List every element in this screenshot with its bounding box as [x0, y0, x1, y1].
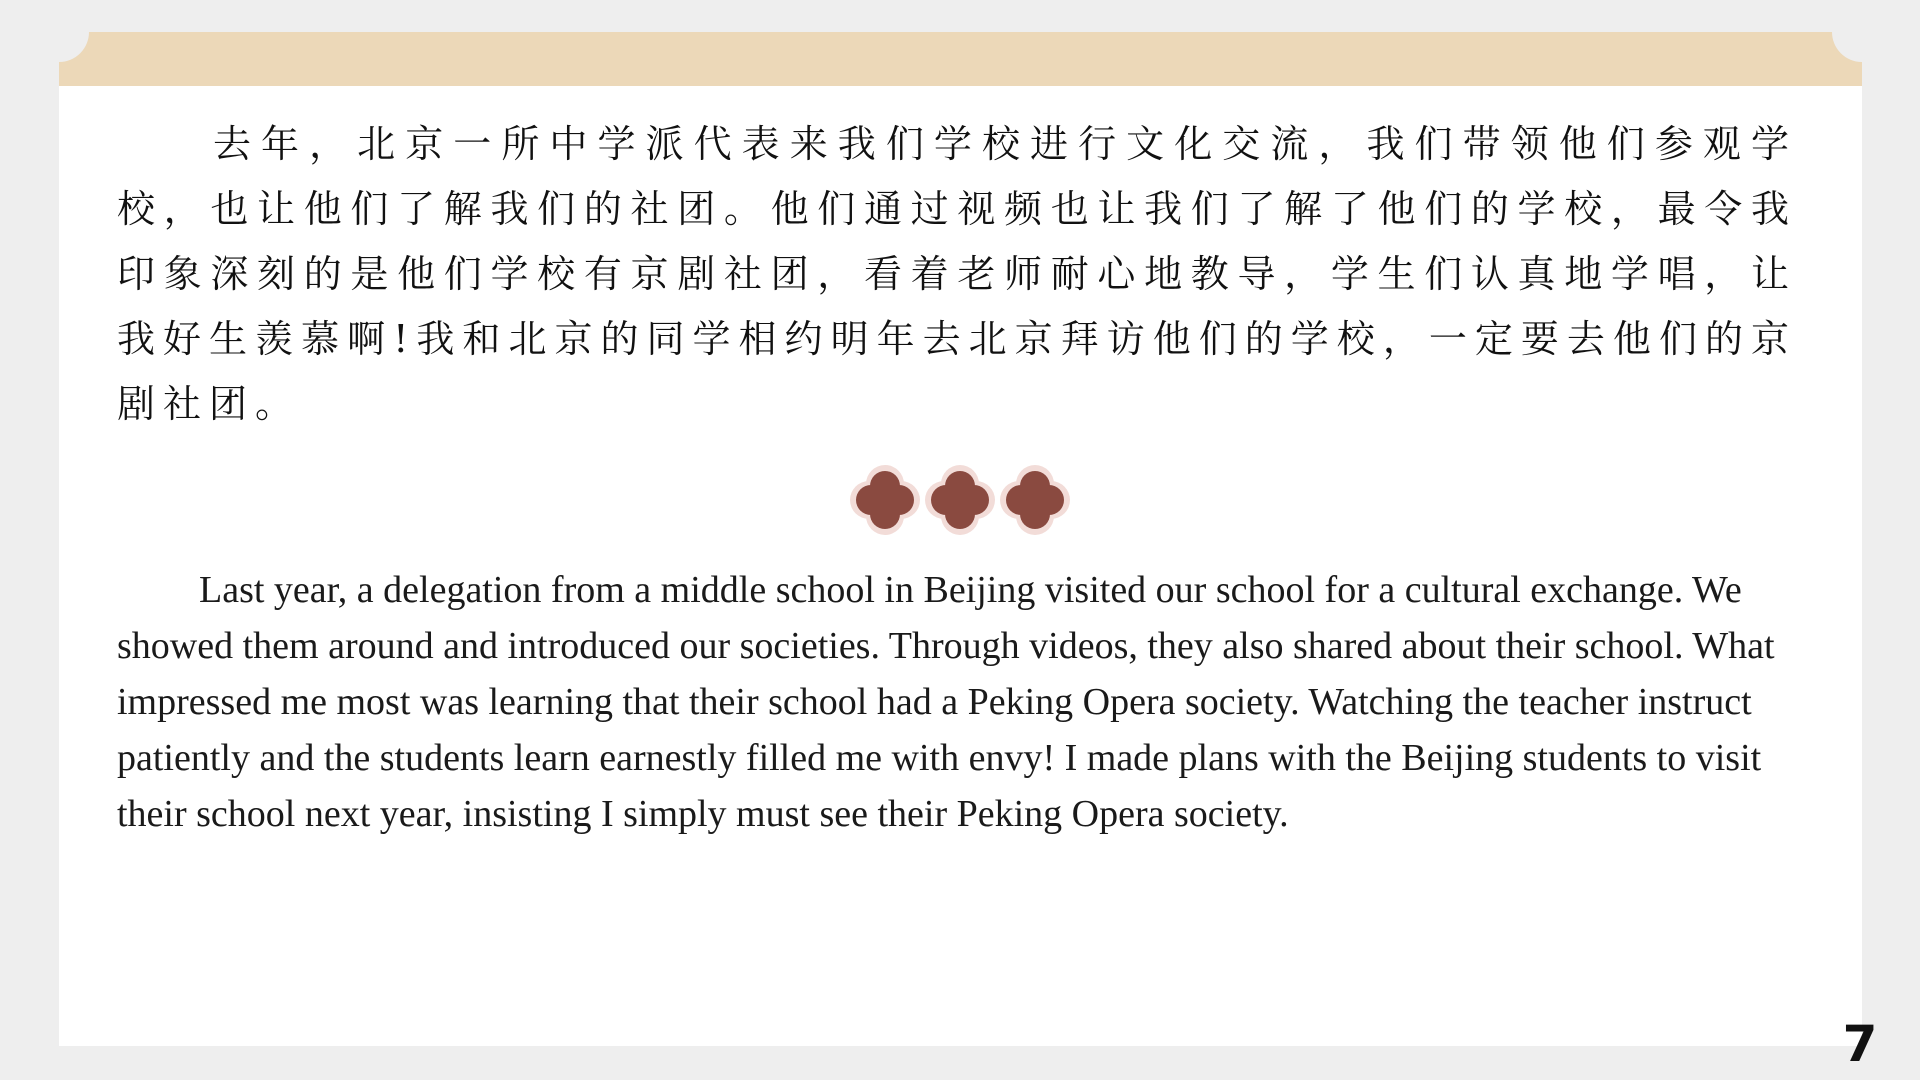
- quatrefoil-divider: [848, 463, 1072, 537]
- english-paragraph: Last year, a delegation from a middle school in Beijing visited our school for a cultural exchange. We showed them around and introduced our societies. Through videos, they also shared about their school. What impressed me most was learning that their school had a Peking Opera society. Watching the teacher instruct patiently and the students learn earnestly filled me with envy! I made plans with the Beijing students to visit their school next year, insisting I simply must see their Peking Opera society.: [117, 569, 1775, 835]
- page-number: 7: [1842, 1015, 1878, 1073]
- chinese-paragraph: 去年，北京一所中学派代表来我们学校进行文化交流，我们带领他们参观学校，也让他们了解我们的社团。他们通过视频也让我们了解了他们的学校，最令我印象深刻的是他们学校有京剧社团，看着老师耐心地教导，学生们认真地学唱，让我好生羡慕啊!我和北京的同学相约明年去北京拜访他们的学校，一定要去他们的京剧社团。: [117, 122, 1797, 426]
- quatrefoil-icon: [925, 465, 995, 535]
- quatrefoil-icon: [850, 465, 920, 535]
- quatrefoil-icon: [1000, 465, 1070, 535]
- header-tape-band: [59, 32, 1862, 86]
